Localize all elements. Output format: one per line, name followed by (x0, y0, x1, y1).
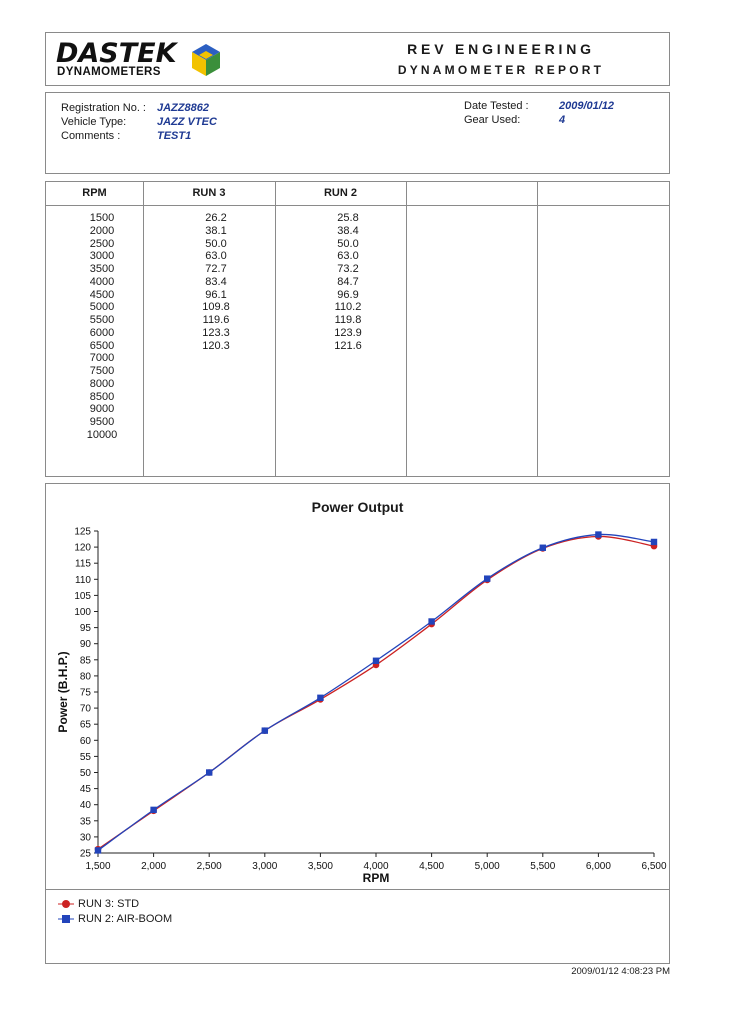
data-point-run2 (373, 658, 379, 664)
run2-column (298, 212, 398, 352)
run3-column (166, 212, 266, 352)
rpm-cell: 1500 (89, 212, 115, 224)
data-point-run2 (428, 618, 434, 624)
gear-used-value: 4 (559, 114, 566, 126)
y-tick-label: 65 (79, 719, 91, 731)
rpm-cell: 7500 (89, 365, 115, 377)
run2-cell: 63.0 (337, 250, 359, 263)
data-point-run2 (262, 727, 268, 733)
run3-cell: 119.6 (202, 314, 230, 326)
logo-wordmark: DASTEK (56, 38, 177, 69)
run2-cell: 73.2 (337, 263, 359, 275)
run3-cell: 72.7 (205, 263, 227, 275)
vehicle-type-value: JAZZ VTEC (157, 116, 217, 128)
date-tested-label: Date Tested : (464, 100, 529, 112)
column-divider (275, 182, 276, 476)
y-tick-label: 35 (79, 816, 91, 828)
y-tick-label: 30 (79, 832, 91, 844)
cube-logo-icon (188, 42, 224, 78)
rpm-column (46, 212, 158, 442)
rpm-cell: 5000 (89, 301, 115, 314)
comments-value: TEST1 (157, 130, 192, 142)
legend-divider (46, 889, 669, 890)
x-tick-label: 4,000 (363, 861, 389, 872)
x-tick-label: 6,500 (641, 861, 667, 872)
rpm-cell: 9000 (89, 403, 115, 416)
y-tick-label: 45 (79, 784, 91, 796)
column-divider (537, 182, 538, 476)
y-tick-label: 100 (74, 607, 91, 618)
gear-used-label: Gear Used: (464, 114, 521, 126)
data-point-run2 (484, 575, 490, 581)
column-header-run2: RUN 2 (323, 187, 357, 199)
run3-cell: 123.3 (202, 326, 230, 339)
rpm-cell: 2000 (89, 224, 115, 237)
y-tick-label: 60 (79, 735, 91, 747)
data-point-run2 (595, 531, 601, 537)
y-tick-label: 110 (75, 574, 91, 586)
vehicle-type-label: Vehicle Type: (61, 116, 127, 128)
rpm-cell: 6500 (89, 339, 115, 352)
y-tick-label: 80 (79, 671, 91, 683)
logo-subtitle: DYNAMOMETERS (57, 66, 161, 78)
run2-cell: 121.6 (334, 339, 362, 352)
x-axis-label: RPM (362, 871, 390, 885)
y-tick-label: 25 (79, 848, 91, 860)
x-tick-label: 5,000 (474, 861, 500, 872)
run2-cell: 96.9 (337, 288, 359, 301)
date-tested-value: 2009/01/12 (559, 100, 615, 112)
power-data-table (45, 181, 670, 477)
blue-square-marker-icon (58, 912, 74, 926)
legend-label-run2: RUN 2: AIR-BOOM (78, 913, 173, 925)
y-tick-label: 40 (79, 800, 91, 812)
run3-cell: 83.4 (205, 275, 227, 288)
y-tick-label: 115 (75, 558, 91, 570)
data-point-run2 (651, 539, 657, 545)
run3-cell: 63.0 (205, 250, 227, 263)
y-tick-label: 105 (74, 590, 91, 602)
x-tick-label: 3,000 (252, 861, 278, 872)
chart-title: Power Output (311, 499, 404, 515)
rpm-cell: 8000 (89, 377, 115, 390)
power-output-chart (45, 483, 670, 964)
run2-cell: 38.4 (337, 224, 359, 237)
registration-label: Registration No. : (61, 102, 146, 114)
rpm-cell: 4500 (89, 288, 115, 301)
header-divider (46, 205, 669, 206)
data-point-run2 (150, 807, 156, 813)
run3-cell: 38.1 (205, 224, 227, 237)
run2-cell: 50.0 (337, 237, 359, 250)
rpm-cell: 6000 (89, 326, 115, 339)
y-tick-label: 55 (79, 751, 91, 763)
y-tick-label: 75 (79, 687, 91, 699)
report-header (45, 32, 670, 86)
rpm-cell: 3000 (89, 250, 115, 263)
data-point-run2 (540, 545, 546, 551)
series-line-run3 (98, 536, 654, 849)
run3-cell: 120.3 (202, 339, 230, 352)
x-tick-label: 2,000 (141, 861, 167, 872)
comments-label: Comments : (61, 130, 121, 142)
series-line-run2 (98, 534, 654, 850)
run3-cell: 26.2 (205, 212, 227, 224)
data-point-run2 (95, 847, 101, 853)
rpm-cell: 3500 (89, 263, 115, 275)
run3-cell: 96.1 (205, 288, 227, 301)
report-timestamp: 2009/01/12 4:08:23 PM (571, 966, 670, 977)
run2-cell: 110.2 (334, 301, 362, 314)
y-tick-label: 120 (74, 542, 91, 554)
x-tick-label: 5,500 (530, 861, 556, 872)
vehicle-info-panel (45, 92, 670, 174)
run2-cell: 25.8 (337, 212, 359, 224)
run3-cell: 109.8 (202, 301, 230, 314)
column-divider (406, 182, 407, 476)
x-tick-label: 3,500 (307, 861, 333, 872)
rpm-cell: 9500 (89, 416, 115, 428)
x-tick-label: 1,500 (85, 861, 111, 872)
x-tick-label: 4,500 (419, 861, 445, 872)
run2-cell: 84.7 (337, 275, 359, 288)
data-point-run2 (317, 695, 323, 701)
rpm-cell: 7000 (89, 352, 115, 365)
rpm-cell: 5500 (89, 314, 115, 326)
data-point-run2 (206, 769, 212, 775)
run3-cell: 50.0 (205, 237, 227, 250)
y-axis-label: Power (B.H.P.) (56, 651, 70, 733)
y-tick-label: 90 (79, 639, 91, 651)
legend-label-run3: RUN 3: STD (78, 898, 140, 910)
report-title: DYNAMOMETER REPORT (397, 63, 605, 77)
x-tick-label: 2,500 (196, 861, 222, 872)
rpm-cell: 8500 (89, 390, 115, 403)
red-circle-marker-icon (58, 897, 74, 911)
y-tick-label: 95 (79, 623, 91, 635)
column-header-run3: RUN 3 (192, 187, 226, 199)
run2-cell: 119.8 (334, 314, 362, 326)
power-plot (46, 484, 669, 889)
y-tick-label: 125 (74, 526, 91, 538)
registration-value: JAZZ8862 (157, 102, 209, 114)
rpm-cell: 10000 (86, 428, 118, 441)
dastek-logo (56, 40, 226, 80)
x-tick-label: 6,000 (585, 861, 611, 872)
y-tick-label: 70 (79, 703, 91, 715)
y-tick-label: 85 (79, 655, 91, 667)
rpm-cell: 2500 (89, 237, 115, 250)
y-tick-label: 50 (79, 768, 91, 779)
rpm-cell: 4000 (89, 275, 115, 288)
run2-cell: 123.9 (334, 326, 362, 339)
company-name: REV ENGINEERING (407, 41, 595, 57)
column-header-rpm: RPM (82, 187, 107, 199)
